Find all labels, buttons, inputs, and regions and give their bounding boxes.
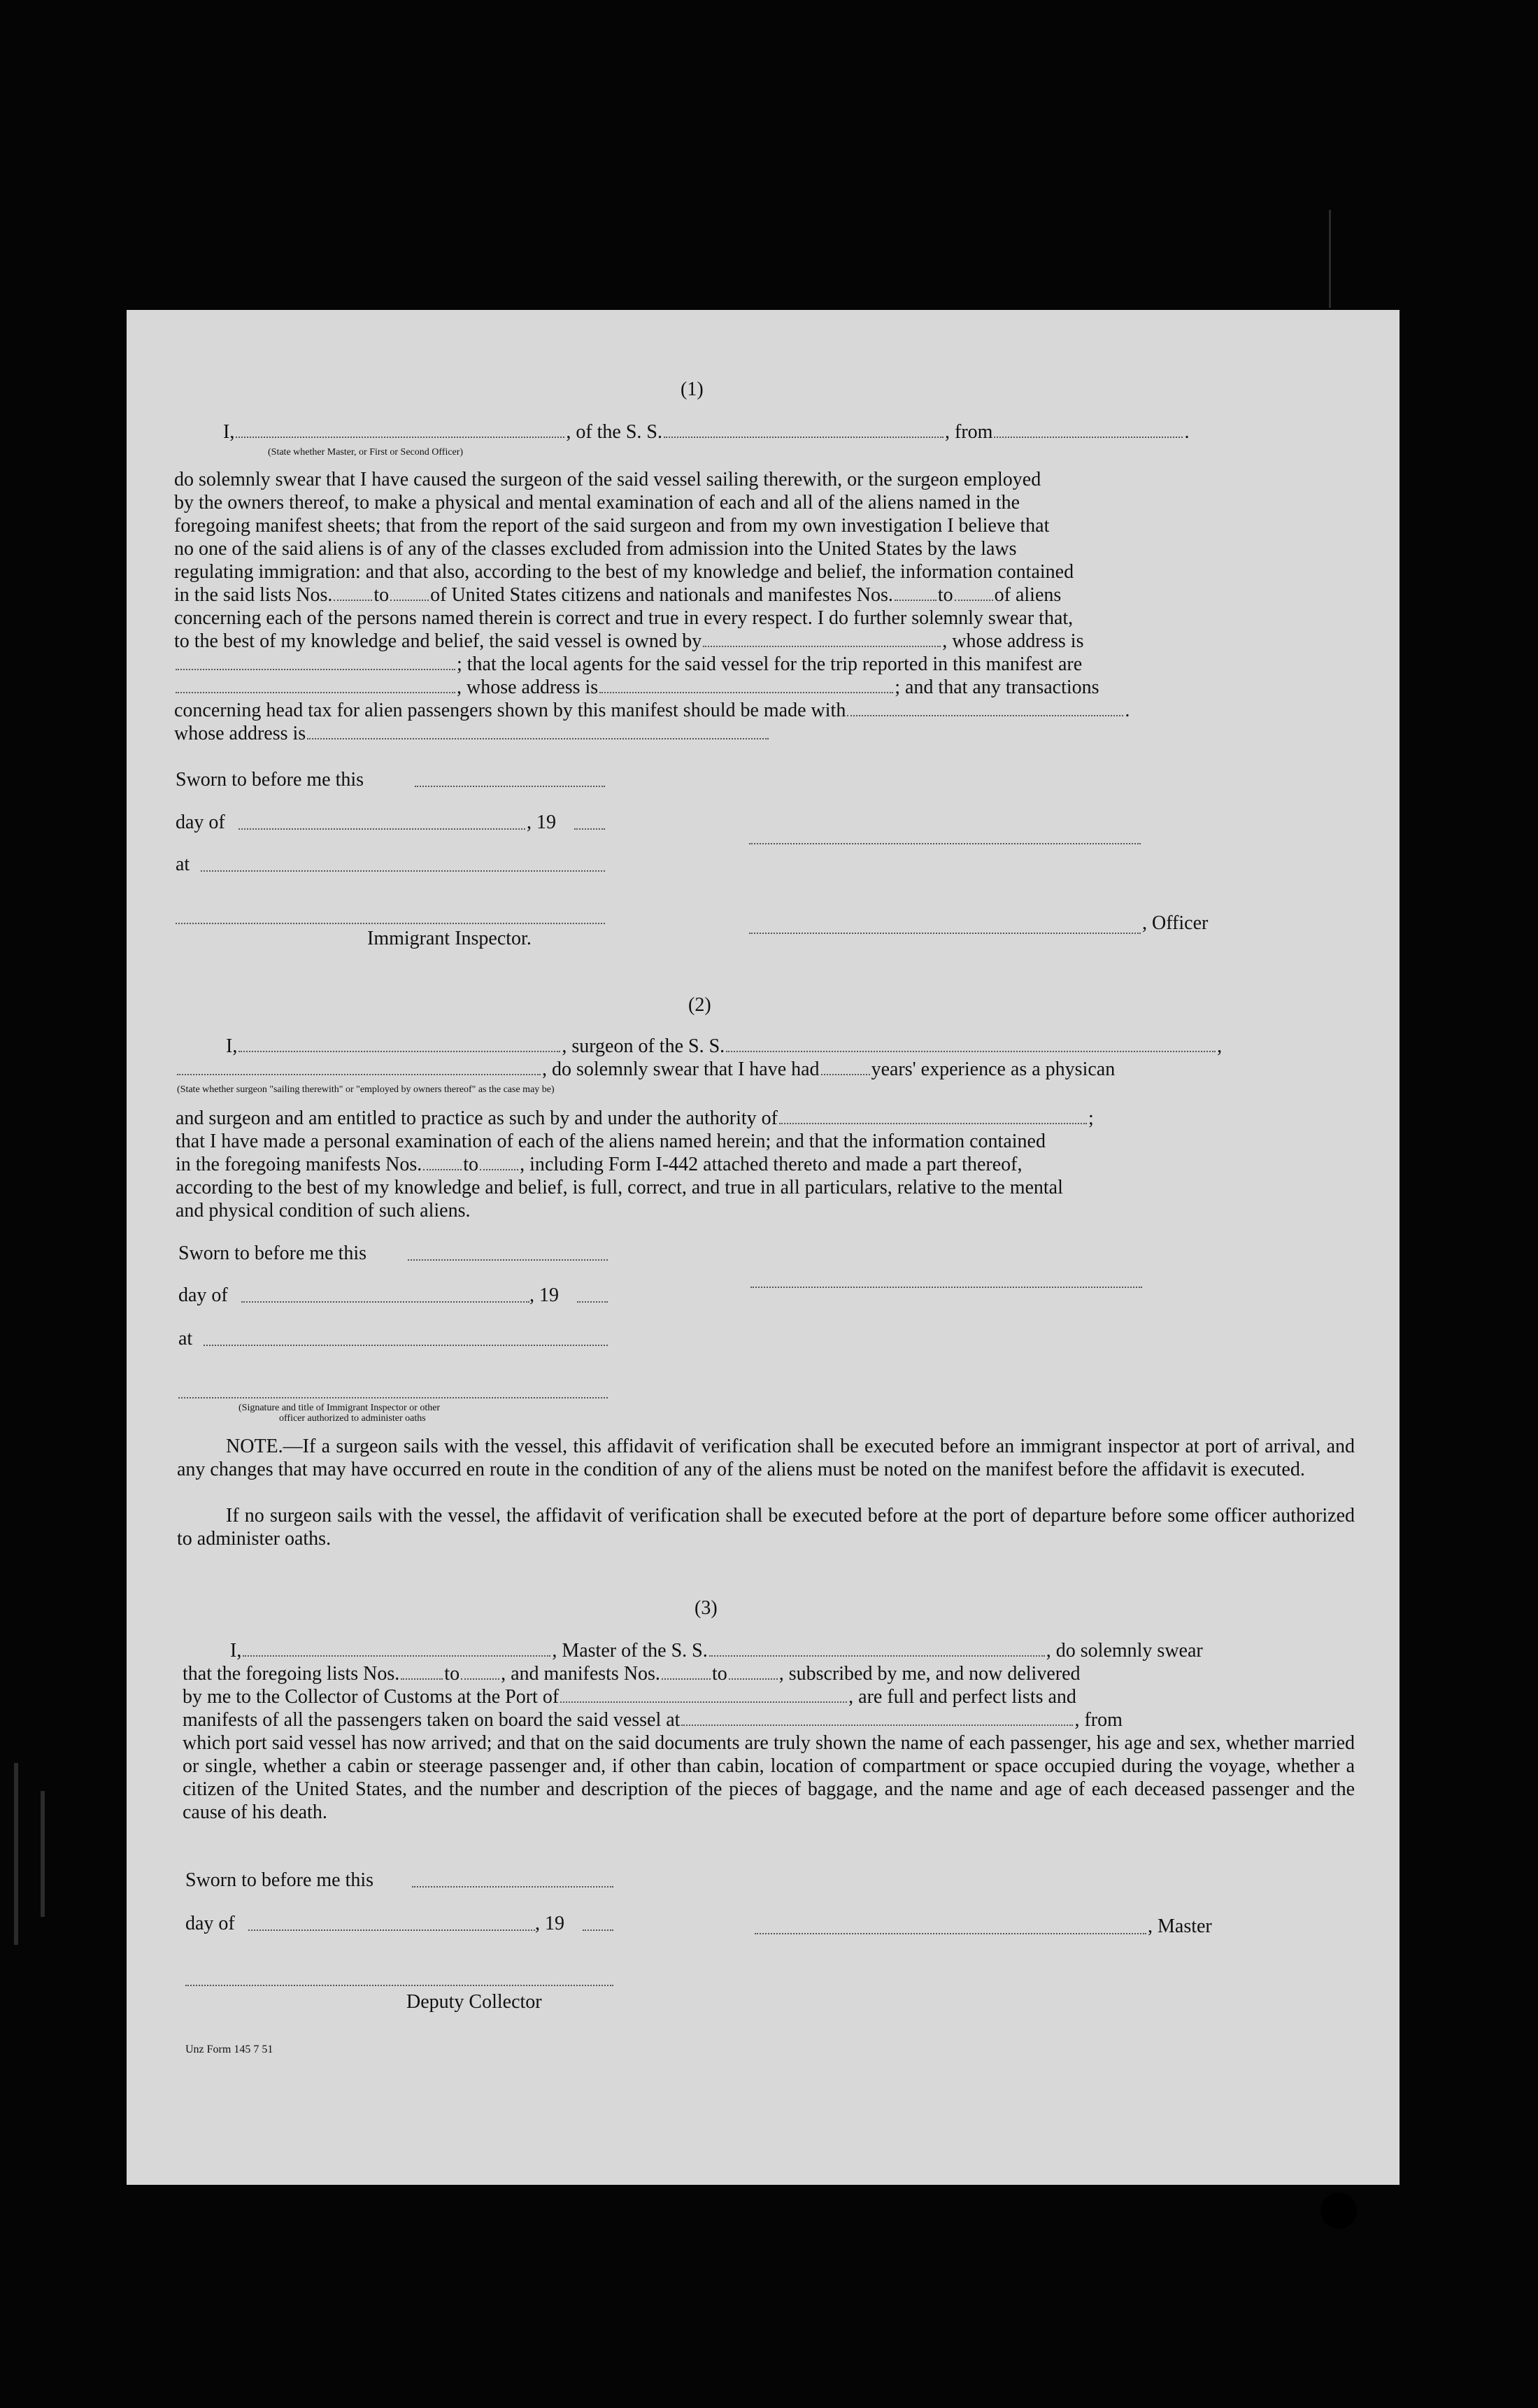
- master-list-from-field[interactable]: [401, 1663, 443, 1680]
- surgeon-note: (State whether surgeon "sailing therewith" or "employed by owners thereof" as the case may be): [177, 1084, 555, 1095]
- officer-line: I, , of the S. S. , from .: [223, 421, 1190, 443]
- text: to: [444, 1663, 460, 1685]
- label-i: I,: [226, 1035, 238, 1057]
- form-id: Unz Form 145 7 51: [185, 2044, 273, 2055]
- label-from: , from: [945, 421, 993, 443]
- label-i: I,: [230, 1640, 242, 1662]
- sworn-date-field-3[interactable]: [412, 1886, 613, 1888]
- from-port-field[interactable]: [994, 421, 1183, 438]
- surgeon-manifest-from-field[interactable]: [423, 1154, 462, 1170]
- at-label-2: at: [178, 1328, 193, 1350]
- para2-line1: and surgeon and am entitled to practice as such by and under the authority of ;: [176, 1107, 1094, 1129]
- text: , do solemnly swear: [1046, 1640, 1203, 1662]
- scan-streak: [41, 1791, 45, 1917]
- surgeon-vessel-field[interactable]: [726, 1035, 1216, 1052]
- text: , from: [1074, 1709, 1123, 1731]
- note-paragraph-1: NOTE.—If a surgeon sails with the vessel, this affidavit of verification shall be executed before an immigrant inspector at port of arrival, and any changes that may have occurred en route in the condition of any of the aliens must be noted on the manifest before the affidavit is executed.: [177, 1436, 1355, 1480]
- text: to: [463, 1154, 479, 1175]
- boarding-port-field[interactable]: [681, 1709, 1073, 1726]
- master-vessel-field[interactable]: [709, 1640, 1045, 1657]
- deputy-collector-label: Deputy Collector: [406, 1991, 542, 2013]
- document-page: [127, 310, 1400, 2185]
- surgeon-name-field[interactable]: [238, 1035, 560, 1052]
- text: , including Form I-442 attached thereto and made a part thereof,: [520, 1154, 1023, 1175]
- surgeon-line: I, , surgeon of the S. S. ,: [226, 1035, 1223, 1057]
- agents-address-field[interactable]: [599, 677, 893, 693]
- officer-name-field[interactable]: [236, 421, 564, 438]
- sworn-date-field-1[interactable]: [415, 786, 605, 787]
- owner-address-field[interactable]: [176, 653, 455, 670]
- year-label-2: , 19: [529, 1284, 559, 1306]
- label-of-ss: , of the S. S.: [566, 421, 663, 443]
- text: to the best of my knowledge and belief, the said vessel is owned by: [174, 630, 702, 652]
- para3-body: which port said vessel has now arrived; and that on the said documents are truly shown the name of each passenger, his age and sex, whether married or single, whether a cabin or steerage passenger and, if other than cabin, location of compartment or space occupied during the voyage, whether a citizen of the United States, and the number and description of the pieces of baggage, and the name and age of each deceased passenger and the cause of his death.: [183, 1732, 1355, 1823]
- para2-line3: [176, 1153, 1022, 1176]
- manifest-no-from-field[interactable]: [895, 584, 937, 601]
- text: of aliens: [994, 584, 1062, 606]
- para1-line3: foregoing manifest sheets; that from the report of the said surgeon and from my own investigation I believe that: [174, 515, 1050, 537]
- text: , whose address is: [457, 677, 599, 698]
- year-label-3: , 19: [535, 1913, 564, 1934]
- surgeon-status-field[interactable]: [177, 1058, 541, 1075]
- text: , whose address is: [942, 630, 1084, 652]
- section-number-3: (3): [695, 1597, 718, 1619]
- para1-line4: no one of the said aliens is of any of the classes excluded from admission into the United States by the laws: [174, 538, 1017, 560]
- para1-line2: by the owners thereof, to make a physical and mental examination of each and all of the aliens named in the: [174, 492, 1020, 514]
- para3-line3: [183, 1708, 1123, 1731]
- year-label-1: , 19: [527, 812, 556, 833]
- owner-field[interactable]: [703, 630, 941, 647]
- master-list-to-field[interactable]: [461, 1663, 499, 1680]
- text: , surgeon of the S. S.: [562, 1035, 725, 1057]
- officer-note: (State whether Master, or First or Second Officer): [268, 447, 464, 458]
- para1-line12: [174, 722, 770, 745]
- years-field[interactable]: [821, 1058, 870, 1075]
- para3-line1: [183, 1662, 1081, 1685]
- signature-note-line1: (Signature and title of Immigrant Inspector or other: [238, 1403, 441, 1413]
- text: in the said lists Nos.: [174, 584, 333, 606]
- text: manifests of all the passengers taken on board the said vessel at: [183, 1709, 681, 1731]
- text: in the foregoing manifests Nos.: [176, 1154, 422, 1175]
- vessel-name-field[interactable]: [664, 421, 944, 438]
- authority-field[interactable]: [779, 1107, 1087, 1124]
- text: to: [373, 584, 390, 606]
- inspector-signature-line-2[interactable]: [178, 1397, 608, 1398]
- scan-streak: [1329, 210, 1331, 308]
- sworn-label-1: Sworn to before me this: [176, 769, 364, 791]
- text: , and manifests Nos.: [501, 1663, 660, 1685]
- text: years' experience as a physican: [871, 1058, 1116, 1080]
- inspector-label-1: Immigrant Inspector.: [367, 928, 532, 949]
- head-tax-field[interactable]: [847, 700, 1123, 716]
- day-of-label-2: day of: [178, 1284, 228, 1306]
- sworn-label-3: Sworn to before me this: [185, 1869, 374, 1891]
- text: , are full and perfect lists and: [848, 1686, 1076, 1708]
- head-tax-address-field[interactable]: [307, 723, 769, 739]
- text: of United States citizens and nationals and manifestes Nos.: [430, 584, 893, 606]
- inspector-signature-line-1[interactable]: [176, 923, 605, 924]
- day-field-1[interactable]: [238, 828, 525, 830]
- officer-label: , Officer: [1142, 912, 1209, 934]
- text: to: [711, 1663, 727, 1685]
- surgeon-manifest-to-field[interactable]: [480, 1154, 518, 1170]
- master-name-field[interactable]: [243, 1640, 550, 1657]
- master-label: , Master: [1148, 1915, 1212, 1937]
- para2-line4: according to the best of my knowledge and belief, is full, correct, and true in all particulars, relative to the mental: [176, 1177, 1063, 1198]
- para1-line10: [174, 676, 1099, 699]
- year-field-3[interactable]: [583, 1929, 613, 1931]
- para2-line5: and physical condition of such aliens.: [176, 1200, 471, 1221]
- year-field-2[interactable]: [577, 1301, 608, 1303]
- section-number-1: (1): [681, 378, 704, 400]
- text: whose address is: [174, 723, 306, 744]
- signature-note-line2: officer authorized to administer oaths: [279, 1413, 426, 1424]
- para1-line6: [174, 583, 1061, 607]
- para1-line5: regulating immigration: and that also, according to the best of my knowledge and belief, the information contained: [174, 561, 1074, 583]
- at-label-1: at: [176, 854, 190, 875]
- text: ; that the local agents for the said vessel for the trip reported in this manifest are: [457, 653, 1083, 675]
- officer-signature-top-line[interactable]: [749, 843, 1141, 844]
- punch-hole: [1320, 2193, 1357, 2229]
- day-field-2[interactable]: [241, 1301, 529, 1303]
- officer-signature-line[interactable]: [749, 933, 1141, 934]
- deputy-signature-line[interactable]: [185, 1985, 613, 1986]
- section-number-2: (2): [688, 994, 711, 1016]
- para1-line1: do solemnly swear that I have caused the surgeon of the said vessel sailing therewith, or the surgeon employed: [174, 469, 1041, 490]
- text: concerning head tax for alien passengers shown by this manifest should be made with: [174, 700, 846, 721]
- master-manifest-to-field[interactable]: [729, 1663, 778, 1680]
- text: that the foregoing lists Nos.: [183, 1663, 400, 1685]
- para1-line11: concerning head tax for alien passengers shown by this manifest should be made with .: [174, 700, 1130, 721]
- master-line: [230, 1639, 1203, 1662]
- para3-line2: [183, 1685, 1076, 1708]
- surgeon-signature-line[interactable]: [750, 1287, 1142, 1288]
- scan-streak: [14, 1763, 18, 1945]
- sworn-date-field-2[interactable]: [408, 1259, 608, 1261]
- surgeon-line-2: [176, 1058, 1115, 1081]
- day-of-label-1: day of: [176, 812, 225, 833]
- list-no-to-field[interactable]: [390, 584, 429, 601]
- para1-line8: [174, 630, 1083, 653]
- text: to: [937, 584, 953, 606]
- text: by me to the Collector of Customs at the Port of: [183, 1686, 560, 1708]
- customs-port-field[interactable]: [560, 1686, 847, 1703]
- day-of-label-3: day of: [185, 1913, 235, 1934]
- sworn-label-2: Sworn to before me this: [178, 1242, 367, 1264]
- text: , subscribed by me, and now delivered: [778, 1663, 1081, 1685]
- para2-line2: that I have made a personal examination of each of the aliens named herein; and that the information contained: [176, 1131, 1046, 1152]
- text: and surgeon and am entitled to practice as such by and under the authority of: [176, 1107, 778, 1129]
- para1-line7: concerning each of the persons named therein is correct and true in every respect. I do further solemnly swear that,: [174, 607, 1074, 629]
- at-field-2[interactable]: [204, 1345, 608, 1346]
- year-field-1[interactable]: [574, 828, 605, 830]
- text: ; and that any transactions: [895, 677, 1099, 698]
- agents-field[interactable]: [176, 677, 455, 693]
- master-manifest-from-field[interactable]: [662, 1663, 711, 1680]
- para1-line9: [174, 653, 1082, 676]
- manifest-no-to-field[interactable]: [955, 584, 993, 601]
- note-paragraph-2: If no surgeon sails with the vessel, the affidavit of verification shall be executed before at the port of departure before some officer authorized to administer oaths.: [177, 1505, 1355, 1550]
- text: , Master of the S. S.: [552, 1640, 708, 1662]
- master-signature-line[interactable]: [755, 1933, 1146, 1934]
- label-i: I,: [223, 421, 235, 443]
- list-no-from-field[interactable]: [334, 584, 372, 601]
- at-field-1[interactable]: [201, 870, 605, 872]
- day-field-3[interactable]: [248, 1929, 535, 1931]
- text: , do solemnly swear that I have had: [542, 1058, 820, 1080]
